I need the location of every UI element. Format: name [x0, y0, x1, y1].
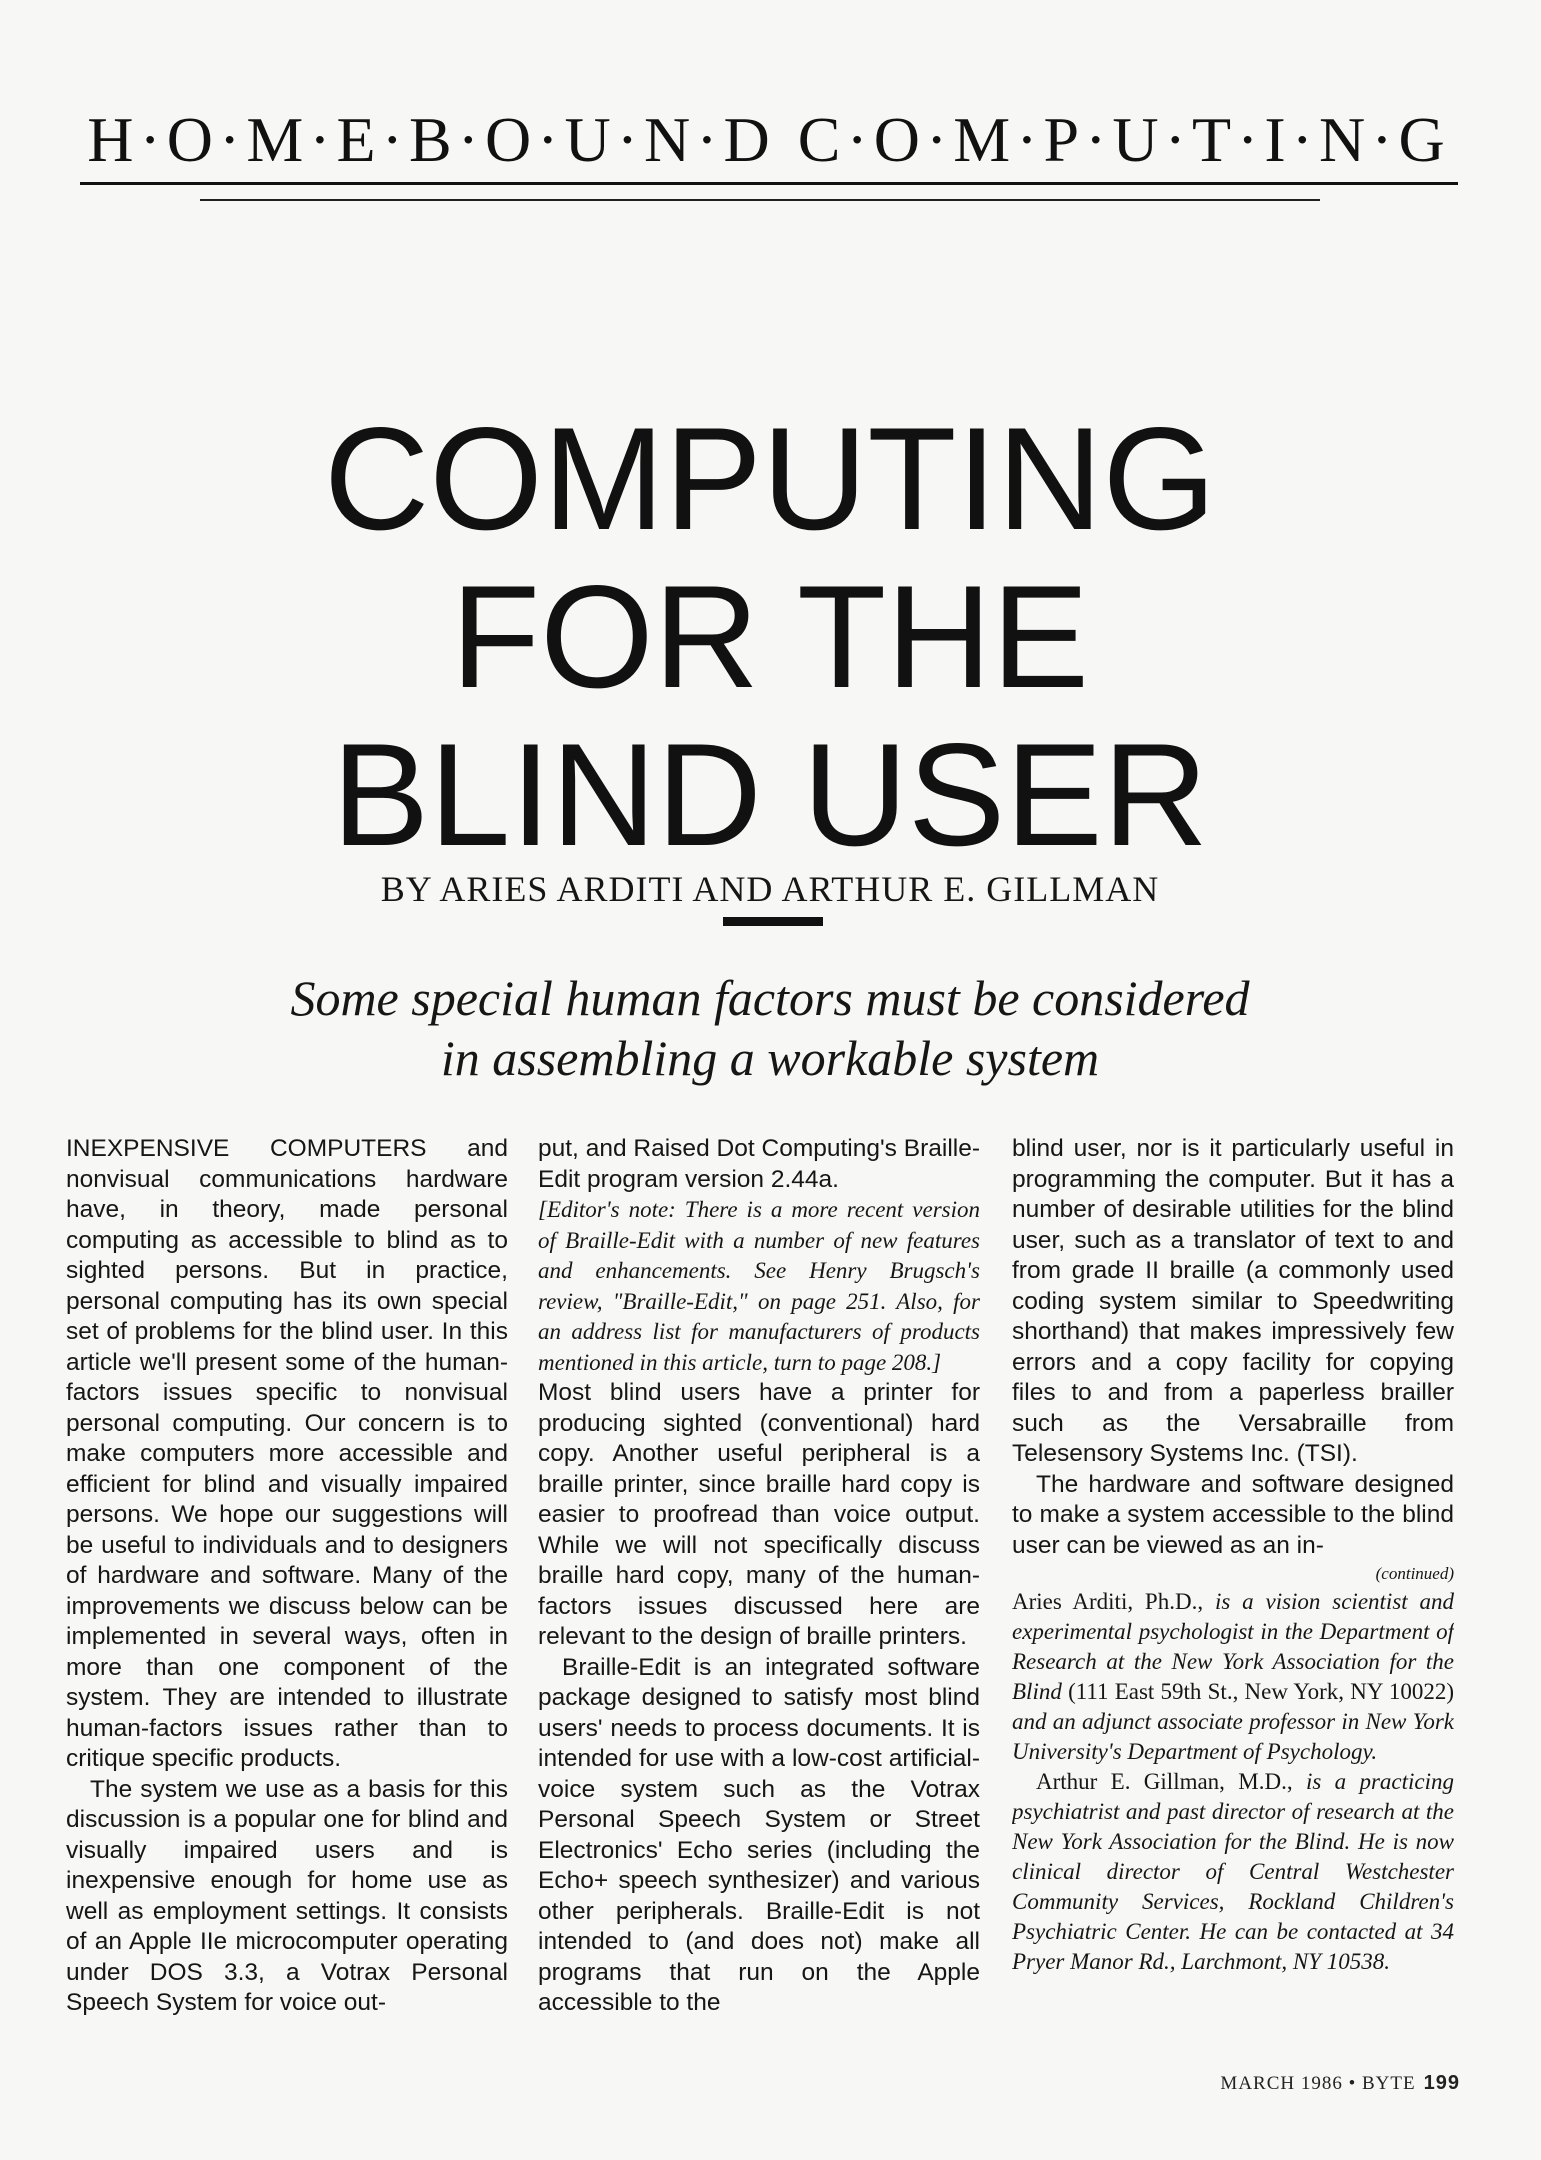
editor-note: [Editor's note: There is a more recent version of Braille-Edit with a number of new features and enhancements. See Henry Brugsch's review, "Braille-Edit," on page 251. Also, for an address list for manufacturers of products mentioned in this article, turn to page 208.] — [538, 1197, 980, 1375]
body-column-2 — [538, 1134, 980, 2064]
title-line-1: COMPUTING — [323, 397, 1217, 560]
footer-issue: MARCH 1986 • BYTE — [1220, 2073, 1416, 2094]
paragraph: The system we use as a basis for this discussion is a popular one for blind and visually impaired users and is inexpensive enough for home use as well as employment settings. It consists of an Apple IIe microcomputer operating under DOS 3.3, a Votrax Personal Speech System for voice out- — [66, 1775, 508, 2016]
header-rule-thin — [200, 199, 1320, 201]
paragraph: Braille-Edit is an integrated software package designed to satisfy most blind users' needs to process documents. It is intended for use with a low-cost artificial-voice system such as the Votrax Personal Speech System or Street Electronics' Echo series (including the Echo+ speech synthesizer) and various other peripherals. Braille-Edit is not intended to (and does not) make all programs that run on the Apple accessible to the — [538, 1653, 980, 2016]
article-subtitle — [200, 968, 1340, 1088]
paragraph: Most blind users have a printer for producing sighted (conventional) hard copy. Another useful peripheral is a braille printer, since braille hard copy is easier to proofread than voice output. While we will not specifically discuss braille hard copy, many of the human-factors issues discussed here are relevant to the design of braille printers. — [538, 1379, 980, 1650]
section-header: H·O·M·E·B·O·U·N·D C·O·M·P·U·T·I·N·G — [87, 104, 1451, 175]
title-line-2: FOR THE — [450, 555, 1090, 718]
author-bio-1 — [1012, 1587, 1454, 1767]
page-number: 199 — [1423, 2072, 1460, 2094]
body-column-3 — [1012, 1134, 1454, 2064]
continued-label: (continued) — [1375, 1564, 1454, 1583]
byline: BY ARIES ARDITI AND ARTHUR E. GILLMAN — [380, 869, 1160, 909]
paragraph: blind user, nor is it particularly useful in programming the computer. But it has a number of desirable utilities for the blind user, such as a translator of text to and from grade II braille (a commonly used coding system similar to Speedwriting shorthand) that makes impressively few errors and a copy facility for copying files to and from a paperless brailler such as the Versabraille from Telesensory Systems Inc. (TSI). — [1012, 1135, 1454, 1467]
paragraph: The hardware and software designed to make a system accessible to the blind user can be viewed as an in- — [1012, 1470, 1454, 1559]
title-line-3: BLIND USER — [331, 713, 1209, 876]
bio-address: (111 East 59th St., New York, NY 10022) — [1068, 1679, 1454, 1704]
paragraph: put, and Raised Dot Computing's Braille-Edit program version 2.44a. — [538, 1135, 980, 1193]
author-bio-2 — [1012, 1767, 1454, 1977]
bio-text: is a vision scientist and experimental psychologist in the Department of Research at the New York Association for the Blind — [1012, 1589, 1454, 1704]
bio-name: Aries Arditi, Ph.D., — [1012, 1589, 1204, 1614]
subtitle-line-2: in assembling a workable system — [440, 1030, 1100, 1086]
bio-name: Arthur E. Gillman, M.D., — [1036, 1769, 1293, 1794]
byline-divider — [723, 917, 823, 926]
paragraph: INEXPENSIVE COMPUTERS and nonvisual communications hardware have, in theory, made personal computing as accessible to blind as to sighted persons. But in practice, personal computing has its own special set of problems for the blind user. In this article we'll present some of the human-factors issues specific to nonvisual personal computing. Our concern is to make computers more accessible and efficient for blind and visually impaired persons. We hope our suggestions will be useful to individuals and to designers of hardware and software. Many of the improvements we discuss below can be implemented in several ways, often in more than one component of the system. They are intended to illustrate human-factors issues rather than to critique specific products. — [66, 1135, 508, 1772]
article-title — [120, 397, 1420, 876]
body-column-1 — [66, 1134, 508, 2064]
page-footer — [1060, 2072, 1460, 2095]
header-rule-thick — [80, 182, 1458, 185]
bio-text: is a practicing psychiatrist and past director of research at the New York Association for the Blind. He is now clinical director of Central Westchester Community Services, Rockland Children's Psychiatric Center. He can be contacted at 34 Pryer Manor Rd., Larchmont, NY 10538. — [1012, 1769, 1454, 1974]
subtitle-line-1: Some special human factors must be considered — [290, 970, 1250, 1026]
bio-text: and an adjunct associate professor in New York University's Department of Psychology. — [1012, 1709, 1454, 1764]
